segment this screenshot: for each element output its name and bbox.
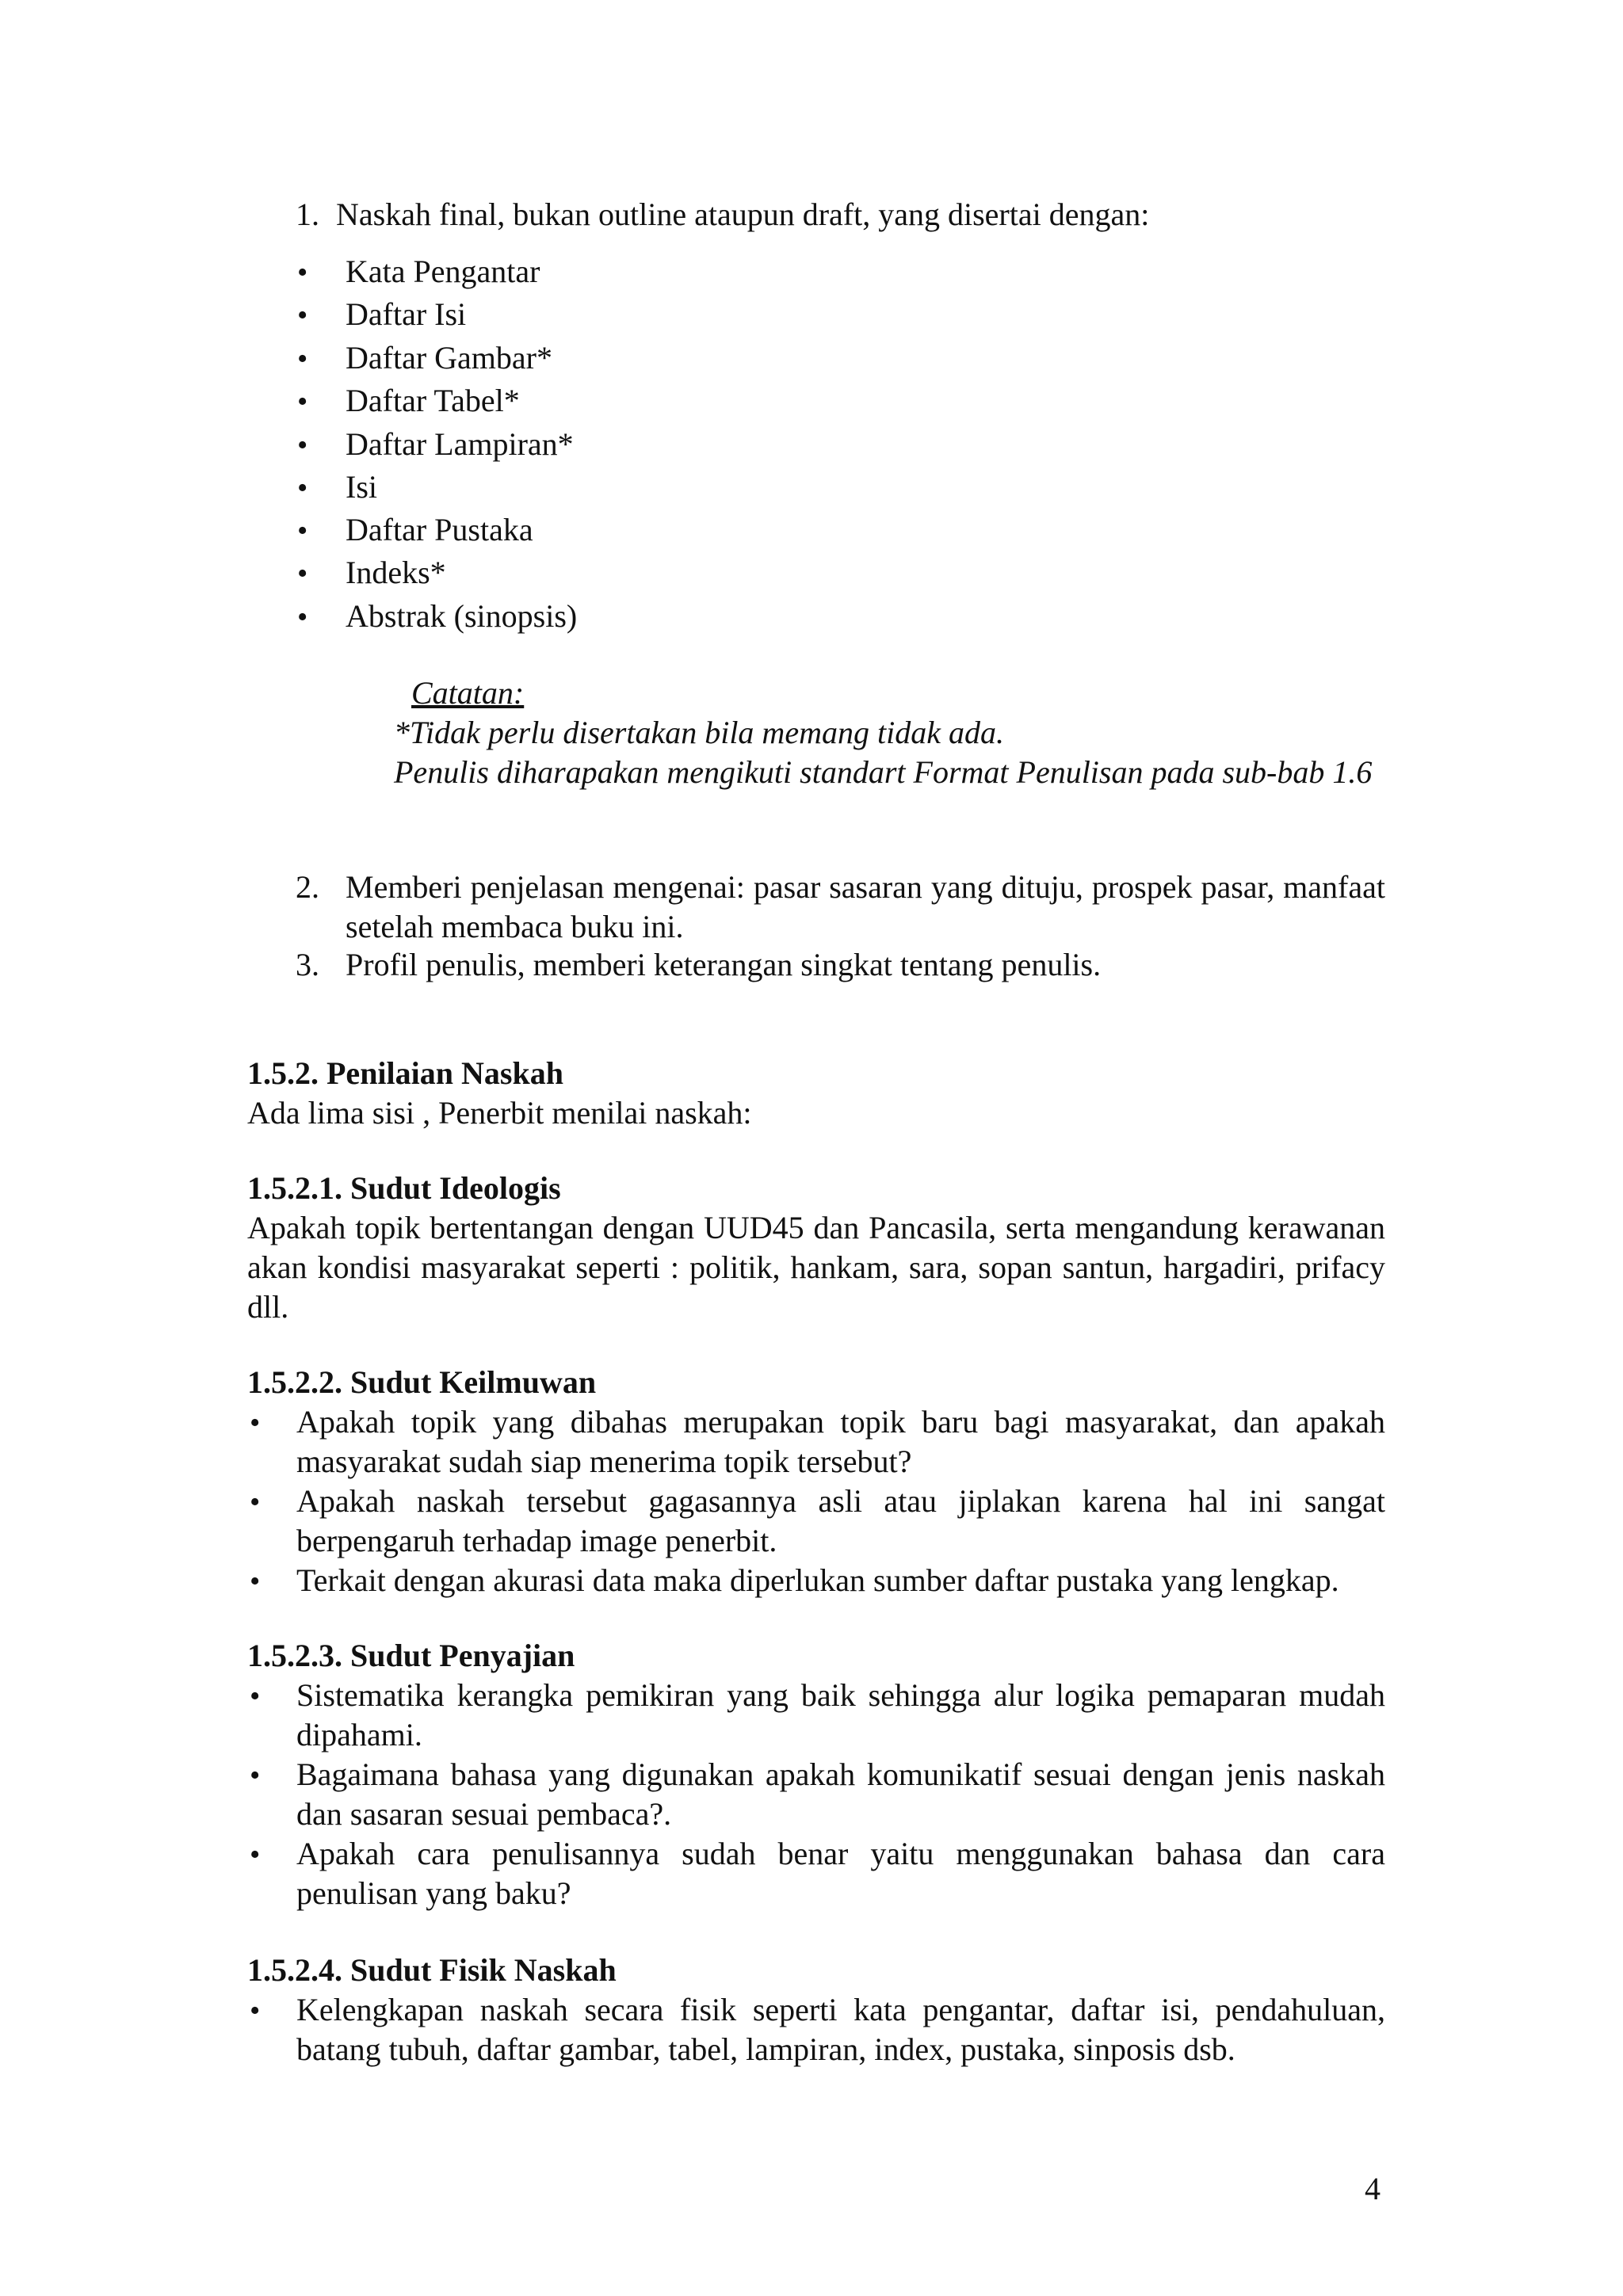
bullet-icon: • — [250, 1838, 261, 1871]
sublist-item: Isi — [346, 469, 377, 505]
list-item: Apakah naskah tersebut gagasannya asli atau jiplakan karena hal ini sangat berpengaruh terhadap image penerbit. — [296, 1483, 1385, 1558]
bullet-icon: • — [250, 1759, 261, 1792]
bullet-icon: • — [250, 1994, 261, 2027]
sublist-item: Daftar Gambar* — [346, 340, 552, 376]
bullet-icon: • — [297, 342, 308, 376]
section-heading-152: 1.5.2. Penilaian Naskah — [247, 1055, 563, 1091]
bullet-icon: • — [297, 557, 308, 590]
section-text-1521: Apakah topik bertentangan dengan UUD45 dan Pancasila, serta mengandung kerawanan akan kondisi masyarakat seperti : politik, hankam, sara, sopan santun, hargadiri, prifacy dll. — [247, 1210, 1385, 1325]
bullet-icon: • — [250, 1565, 261, 1598]
list-item: Bagaimana bahasa yang digunakan apakah komunikatif sesuai dengan jenis naskah dan sasaran sesuai pembaca?. — [296, 1756, 1385, 1832]
sublist-item: Daftar Isi — [346, 296, 467, 332]
note-block — [394, 673, 1384, 792]
section-heading-1524: 1.5.2.4. Sudut Fisik Naskah — [247, 1952, 617, 1988]
list-item: Apakah topik yang dibahas merupakan topik baru bagi masyarakat, dan apakah masyarakat sudah siap menerima topik tersebut? — [296, 1404, 1385, 1479]
list-number-3: 3. — [296, 947, 319, 982]
bullet-icon: • — [297, 256, 308, 289]
section-heading-1523: 1.5.2.3. Sudut Penyajian — [247, 1638, 575, 1673]
item2-text: Memberi penjelasan mengenai: pasar sasaran yang dituju, prospek pasar, manfaat setelah membaca buku ini. — [346, 869, 1385, 944]
bullet-icon: • — [297, 514, 308, 547]
bullet-icon: • — [297, 299, 308, 332]
list-item: Apakah cara penulisannya sudah benar yaitu menggunakan bahasa dan cara penulisan yang baku? — [296, 1836, 1385, 1911]
bullet-icon: • — [250, 1680, 261, 1713]
section-heading-1522: 1.5.2.2. Sudut Keilmuwan — [247, 1364, 597, 1400]
sublist-item: Daftar Tabel* — [346, 383, 520, 418]
sublist-item: Daftar Lampiran* — [346, 426, 574, 462]
note-label: Catatan: — [411, 675, 525, 711]
list-number-2: 2. — [296, 869, 319, 905]
bullet-icon: • — [297, 601, 308, 634]
section-intro-152: Ada lima sisi , Penerbit menilai naskah: — [247, 1095, 752, 1131]
page-number: 4 — [1365, 2171, 1381, 2206]
item3-text: Profil penulis, memberi keterangan singkat tentang penulis. — [346, 947, 1102, 982]
item1-text: Naskah final, bukan outline ataupun draft, yang disertai dengan: — [336, 196, 1150, 232]
bullet-icon: • — [297, 471, 308, 505]
list-item: Kelengkapan naskah secara fisik seperti kata pengantar, daftar isi, pendahuluan, batang tubuh, daftar gambar, tabel, lampiran, index, pustaka, sinposis dsb. — [296, 1992, 1385, 2067]
list-number-1: 1. — [296, 196, 319, 232]
bullet-icon: • — [250, 1406, 261, 1440]
list-item: Sistematika kerangka pemikiran yang baik sehingga alur logika pemaparan mudah dipahami. — [296, 1677, 1385, 1753]
list-item: Terkait dengan akurasi data maka diperlukan sumber daftar pustaka yang lengkap. — [296, 1562, 1339, 1598]
section-heading-1521: 1.5.2.1. Sudut Ideologis — [247, 1170, 561, 1206]
sublist-item: Daftar Pustaka — [346, 512, 533, 547]
bullet-icon: • — [297, 429, 308, 462]
note-line-1: *Tidak perlu disertakan bila memang tidak ada. — [394, 715, 1004, 750]
bullet-icon: • — [297, 385, 308, 418]
note-line-2: Penulis diharapakan mengikuti standart Format Penulisan pada sub-bab 1.6 — [394, 754, 1373, 790]
sublist-item: Kata Pengantar — [346, 254, 540, 289]
sublist-item: Abstrak (sinopsis) — [346, 598, 578, 634]
bullet-icon: • — [250, 1486, 261, 1519]
sublist-item: Indeks* — [346, 555, 446, 590]
